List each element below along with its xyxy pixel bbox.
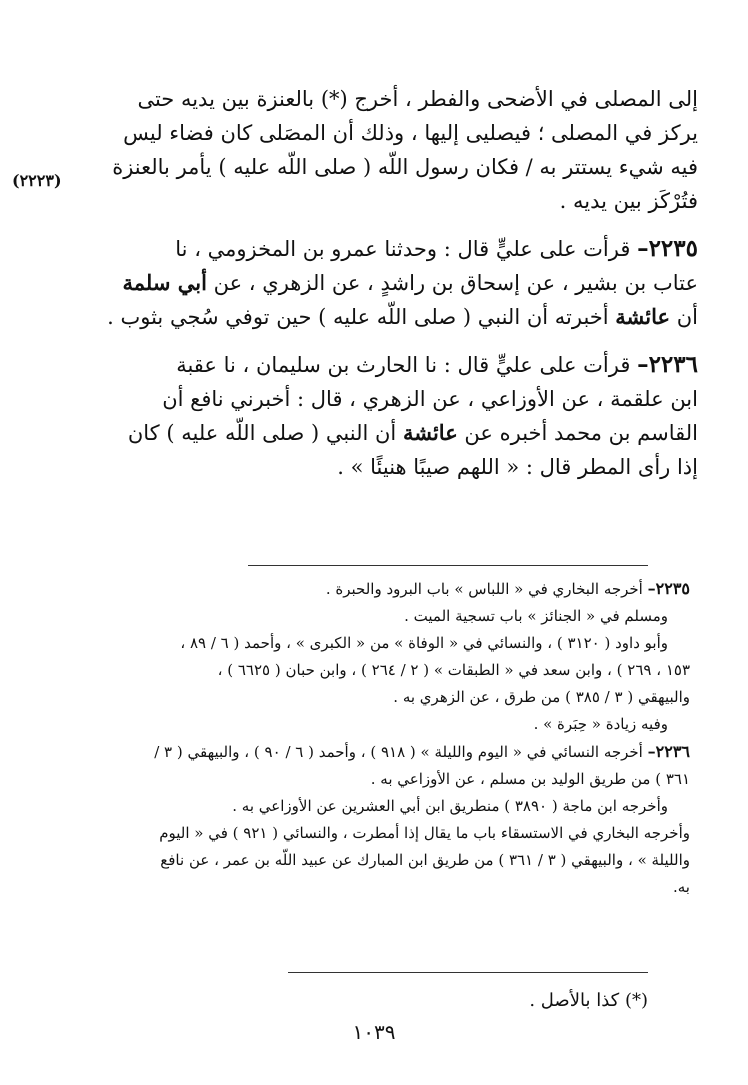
- hadith-number: ۲۲۳٥–: [637, 235, 698, 262]
- text-line: فتُرْكَز بين يديه .: [559, 189, 698, 213]
- main-text: [28, 82, 698, 484]
- hadith-text: القاسم بن محمد أخبره عن: [457, 421, 698, 445]
- footnotes: [28, 575, 690, 901]
- note-text: أخرجه البخاري في « اللباس » باب البرود والحبرة .: [325, 580, 648, 598]
- note-line: [28, 738, 690, 766]
- note-line: ۳٦۱ ) من طريق الوليد بن مسلم ، عن الأوزاعي به .: [370, 770, 690, 788]
- text-line: فيه شيء يستتر به / فكان رسول اللّه ( صلى اللّه عليه ) يأمر بالعنزة: [112, 155, 698, 179]
- text-line: إلى المصلى في الأضحى والفطر ، أخرج (*) بالعنزة بين يديه حتى: [137, 87, 698, 111]
- note-line: [28, 575, 690, 603]
- hadith-text: قرأت على عليٍّ قال : نا الحارث بن سليمان ، نا عقبة: [176, 353, 638, 377]
- bold-name: أبي سلمة: [122, 270, 207, 295]
- hadith-2235-line-2: [28, 266, 698, 300]
- bold-name: عائشة: [615, 304, 671, 329]
- hadith-2235-line-3: [28, 300, 698, 334]
- note-line: وأخرجه ابن ماجة ( ۳۸۹۰ ) منطريق ابن أبي العشرين عن الأوزاعي به .: [232, 797, 668, 815]
- hadith-number: ۲۲۳٦–: [637, 351, 698, 378]
- page-number: ۱۰۳۹: [352, 1020, 396, 1044]
- bold-name: عائشة: [402, 420, 458, 445]
- hadith-2236-line-4: إذا رأى المطر قال : « اللهم صيبًا هنيئًا » .: [337, 455, 698, 479]
- hadith-2236-line-2: ابن علقمة ، عن الأوزاعي ، عن الزهري ، قال : أخبرني نافع أن: [162, 387, 698, 411]
- margin-reference: (۲۲۲۳): [12, 171, 62, 190]
- divider: [248, 565, 648, 566]
- note-text: أخرجه النسائي في « اليوم والليلة » ( ۹۱۸ ) ، وأحمد ( ٦ / ۹۰ ) ، والبيهقي ( ۳ /: [154, 743, 648, 761]
- hadith-text: قرأت على عليٍّ قال : وحدثنا عمرو بن المخزومي ، نا: [175, 237, 638, 261]
- editor-footnote: (*) كذا بالأصل .: [529, 990, 648, 1011]
- note-line: ومسلم في « الجنائز » باب تسجية الميت .: [404, 607, 668, 625]
- note-line: والليلة » ، والبيهقي ( ۳ / ۳٦۱ ) من طريق ابن المبارك عن عبيد اللّه بن عمر ، عن نافع: [160, 851, 690, 869]
- text-line: يركز في المصلى ؛ فيصليى إليها ، وذلك أن المصَلى كان فضاء ليس: [123, 121, 698, 145]
- note-line: وفيه زيادة « حِبَرة » .: [533, 715, 668, 733]
- hadith-text: أن: [670, 305, 698, 329]
- note-line: وأبو داود ( ۳۱۲۰ ) ، والنسائي في « الوفاة » من « الكبرى » ، وأحمد ( ٦ / ۸۹ ،: [180, 634, 668, 652]
- hadith-text: عتاب بن بشير ، عن إسحاق بن راشدٍ ، عن الزهري ، عن: [206, 271, 698, 295]
- hadith-2235-line-1: [28, 232, 698, 266]
- note-line: والبيهقي ( ۳ / ۳۸٥ ) من طرق ، عن الزهري به .: [393, 688, 690, 706]
- hadith-2236-line-3: [28, 416, 698, 450]
- hadith-text: أن النبي ( صلى اللّه عليه ) كان: [127, 421, 403, 445]
- note-line: به.: [673, 878, 690, 896]
- hadith-text: أخبرته أن النبي ( صلى اللّه عليه ) حين توفي سُجي بثوب .: [107, 305, 616, 329]
- note-line: وأخرجه البخاري في الاستسقاء باب ما يقال إذا أمطرت ، والنسائي ( ۹۲۱ ) في « اليوم: [159, 824, 690, 842]
- hadith-2236-line-1: [28, 348, 698, 382]
- note-line: ۱٥۳ ، ۲٦۹ ) ، وابن سعد في « الطبقات » ( ۲ / ۲٦٤ ) ، وابن حبان ( ٦٦۲٥ ) ،: [217, 661, 690, 679]
- divider: [288, 972, 648, 973]
- note-number: ۲۲۳٥–: [647, 579, 690, 598]
- note-number: ۲۲۳٦–: [647, 742, 690, 761]
